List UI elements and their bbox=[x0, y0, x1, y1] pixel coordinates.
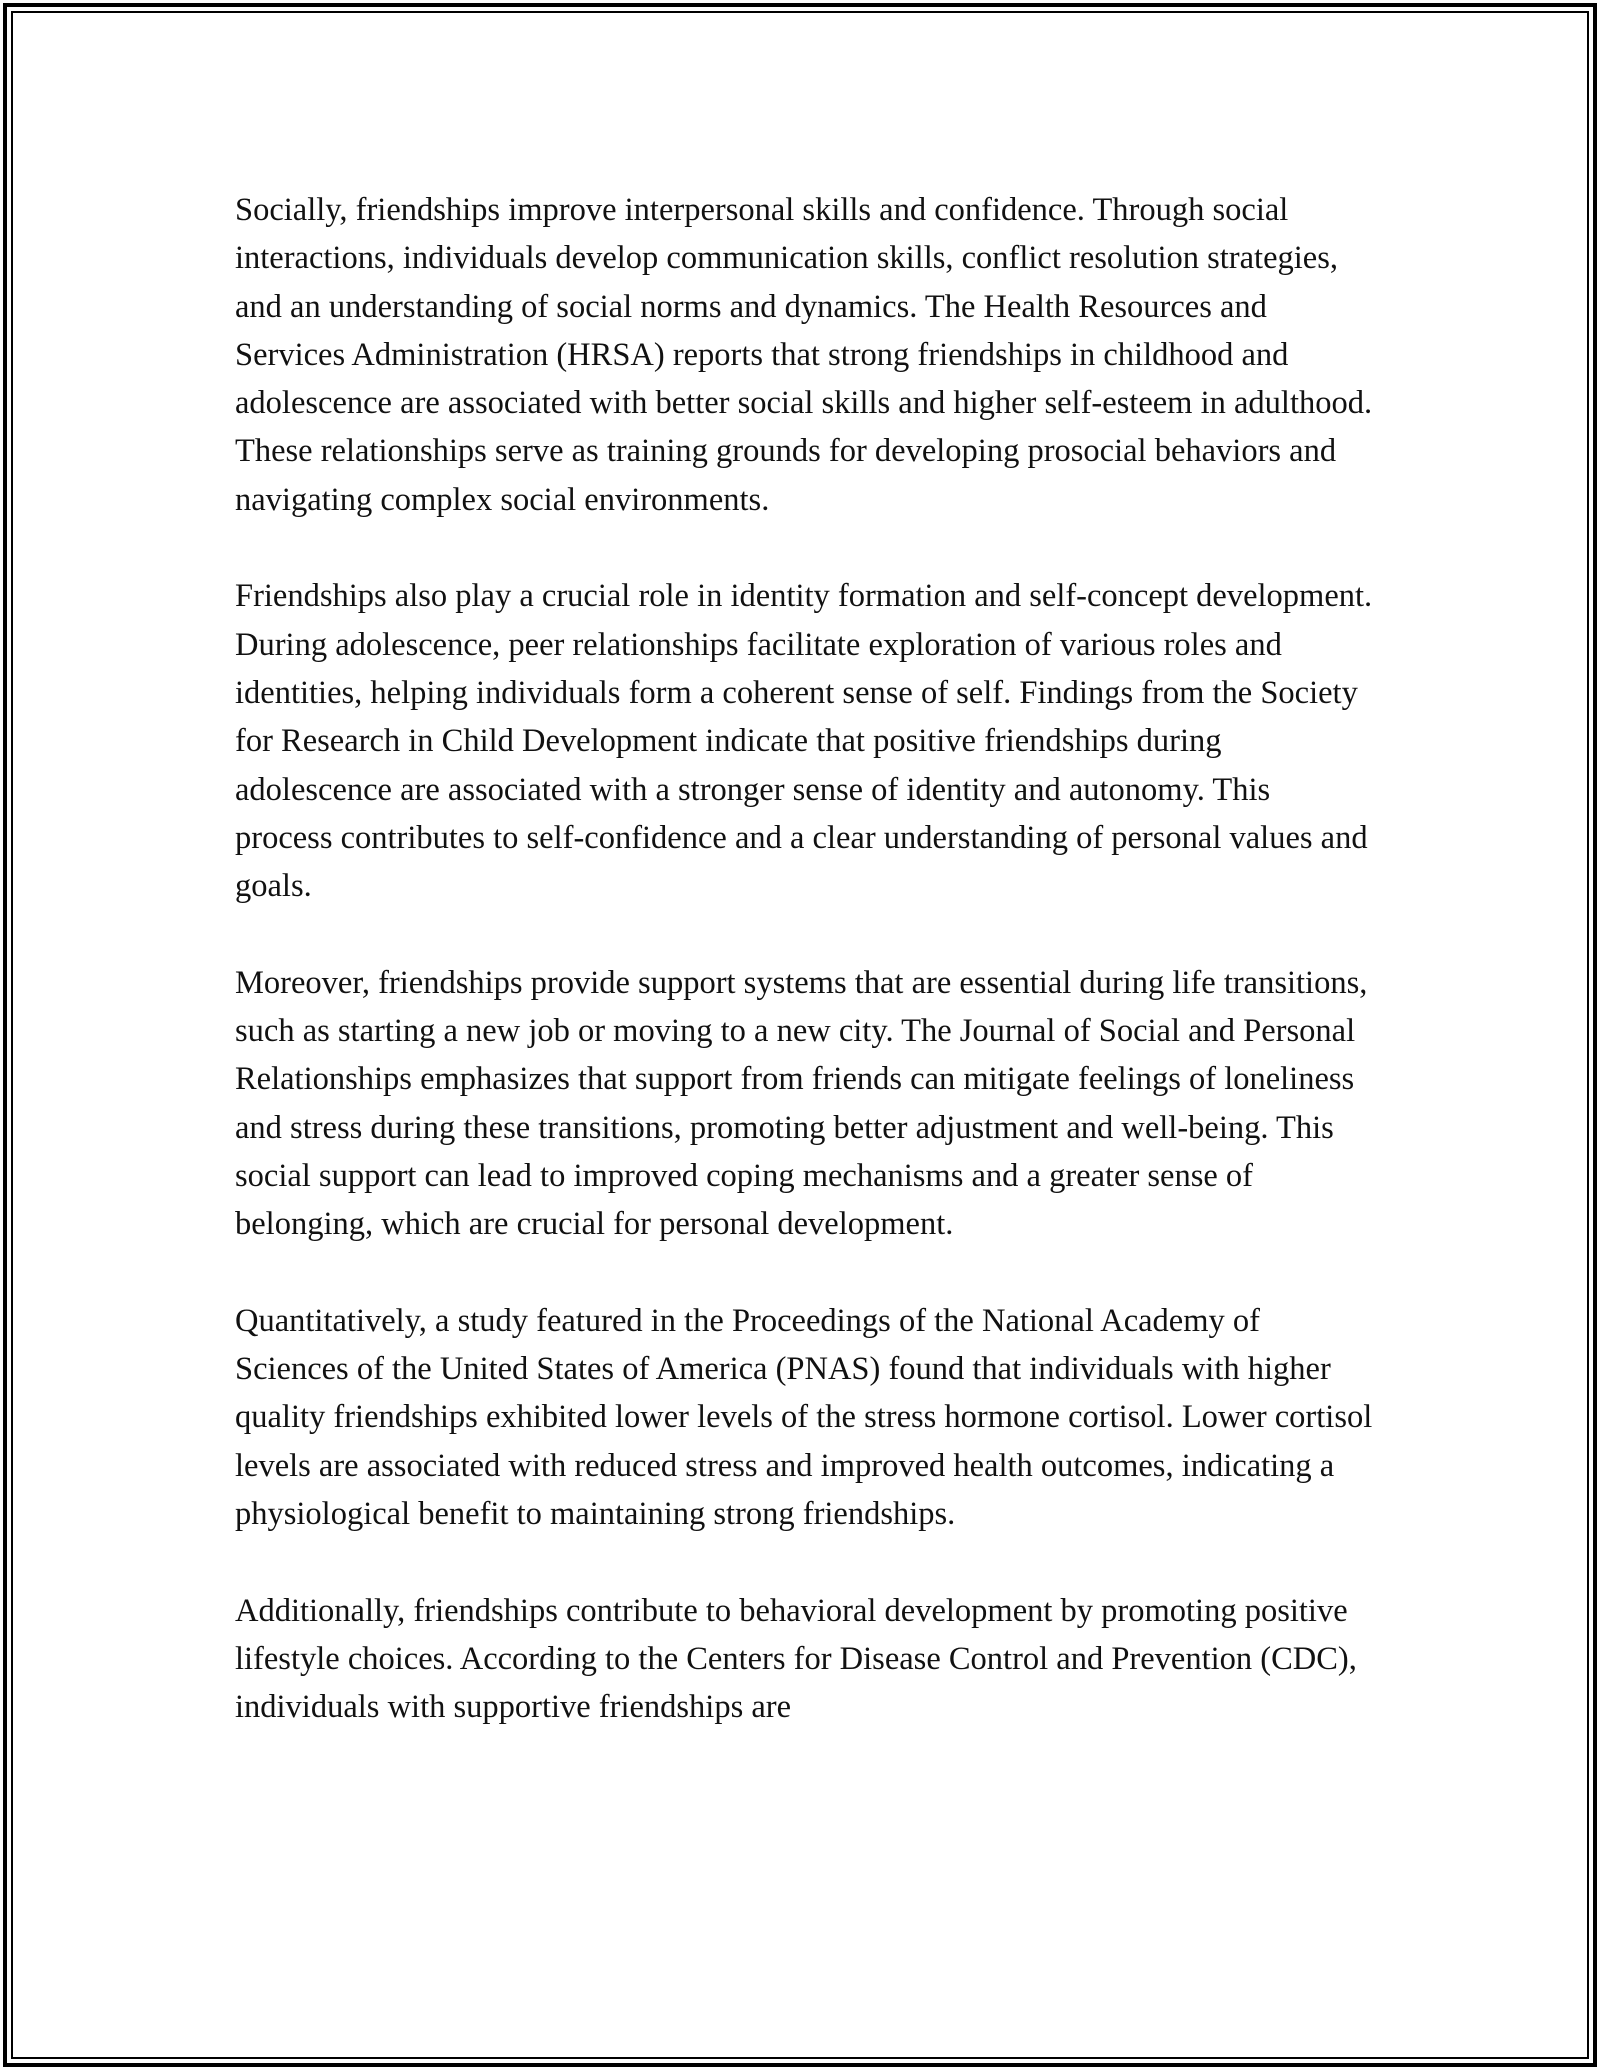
paragraph: Socially, friendships improve interpersonal skills and confidence. Through social interactions, individuals develop communication skills, conflict resolution strategies, and an understanding of social norms and dynamics. The Health Resources and Services Administration (HRSA) reports that strong friendships in childhood and adolescence are associated with better social skills and higher self-esteem in adulthood. These relationships serve as training grounds for developing prosocial behaviors and navigating complex social environments. bbox=[235, 192, 1373, 518]
paragraph: Quantitatively, a study featured in the Proceedings of the National Academy of Sciences of the United States of America (PNAS) found that individuals with higher quality friendships exhibited lower levels of the stress hormone cortisol. Lower cortisol levels are associated with reduced stress and improved health outcomes, indicating a physiological benefit to maintaining strong friendships. bbox=[235, 1302, 1373, 1533]
paragraph: Moreover, friendships provide support systems that are essential during life transitions, such as starting a new job or moving to a new city. The Journal of Social and Personal Relationships emphasizes that support from friends can mitigate feelings of loneliness and stress during these transitions, promoting better adjustment and well-being. This social support can lead to improved coping mechanisms and a greater sense of belonging, which are crucial for personal development. bbox=[235, 964, 1368, 1243]
paragraph: Friendships also play a crucial role in identity formation and self-concept development. During adolescence, peer relationships facilitate exploration of various roles and identities, helping individuals form a coherent sense of self. Findings from the Society for Research in Child Development indicate that positive friendships during adolescence are associated with a stronger sense of identity and autonomy. This process contributes to self-confidence and a clear understanding of personal values and goals. bbox=[235, 578, 1373, 905]
paragraph: Additionally, friendships contribute to behavioral development by promoting positive lifestyle choices. According to the Centers for Disease Control and Prevention (CDC), individuals with supportive friendships are bbox=[235, 1592, 1357, 1726]
document-body bbox=[235, 186, 1375, 1732]
